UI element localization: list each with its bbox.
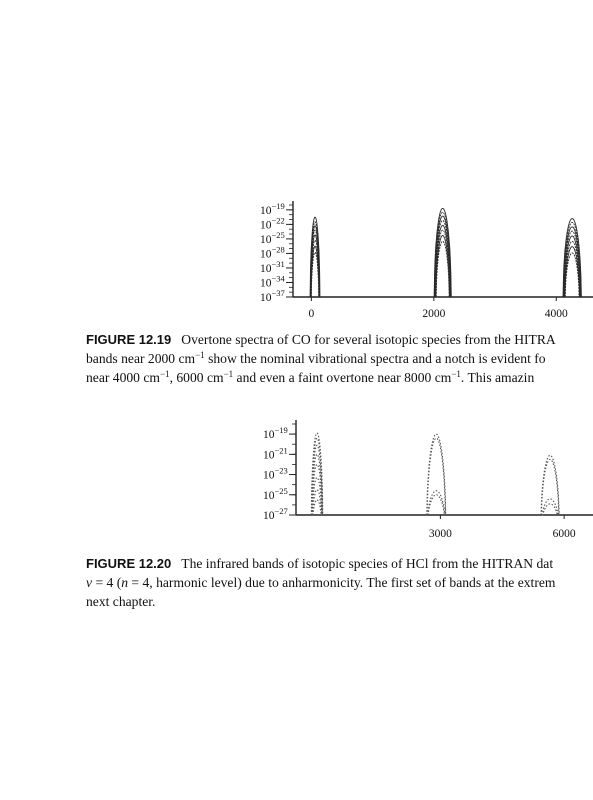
- caption-text: next chapter.: [86, 594, 156, 609]
- band-0-series-7: [313, 500, 322, 515]
- superscript: −1: [195, 350, 205, 360]
- y-tick-label: $10^{-27}$: [263, 506, 288, 522]
- caption-text: = 4, harmonic level) due to anharmonicity. The first set of bands at the extrem: [128, 575, 556, 590]
- caption-text: show the nominal vibrational spectra and a notch is evident fo: [204, 351, 546, 366]
- y-tick-label: $10^{-28}$: [260, 244, 285, 261]
- x-tick-label: 3000: [428, 528, 452, 540]
- figure-label: FIGURE 12.19: [86, 332, 172, 347]
- y-tick-label: $10^{-23}$: [263, 465, 288, 482]
- superscript: −1: [159, 369, 170, 379]
- y-tick-label: $10^{-34}$: [260, 273, 285, 290]
- caption-text: , 6000 cm: [169, 370, 224, 385]
- caption-text: and even a faint overtone near 8000 cm: [233, 370, 452, 385]
- y-tick-label: $10^{-25}$: [263, 485, 288, 502]
- y-tick-label: $10^{-22}$: [260, 215, 285, 232]
- caption-line-1: [86, 554, 593, 573]
- superscript: −1: [223, 369, 234, 379]
- superscript: −1: [451, 369, 461, 379]
- caption-text: . This amazin: [460, 370, 535, 385]
- caption-line-3: [86, 592, 593, 611]
- y-tick-label: $10^{-19}$: [263, 425, 288, 442]
- x-tick-label: 2000: [422, 308, 446, 320]
- italic-symbol: v: [86, 575, 93, 590]
- y-tick-label: $10^{-19}$: [260, 200, 285, 217]
- y-tick-label: $10^{-25}$: [260, 229, 285, 246]
- caption-text: Overtone spectra of CO for several isotopic species from the HITRA: [181, 332, 556, 347]
- figure-12-20-caption: [86, 554, 593, 611]
- caption-text: = 4 (: [92, 575, 122, 590]
- band-1-series-0: [427, 434, 446, 515]
- band-1-series-3: [428, 495, 445, 515]
- caption-line-2: [86, 573, 593, 592]
- x-tick-label: 6000: [552, 528, 576, 540]
- figure-label: FIGURE 12.20: [86, 556, 172, 571]
- x-tick-label: 0: [308, 308, 315, 320]
- caption-text: near 4000 cm: [86, 370, 160, 385]
- x-tick-label: 4000: [544, 308, 568, 320]
- caption-text: The infrared bands of isotopic species of HCl from the HITRAN dat: [181, 556, 554, 571]
- y-tick-label: $10^{-37}$: [260, 288, 285, 304]
- band-2-series-2: [542, 499, 559, 515]
- y-tick-label: $10^{-31}$: [260, 258, 285, 275]
- italic-symbol: n: [121, 575, 129, 590]
- band-2-series-0: [541, 455, 559, 515]
- caption-text: bands near 2000 cm: [86, 351, 196, 366]
- y-tick-label: $10^{-21}$: [263, 445, 288, 462]
